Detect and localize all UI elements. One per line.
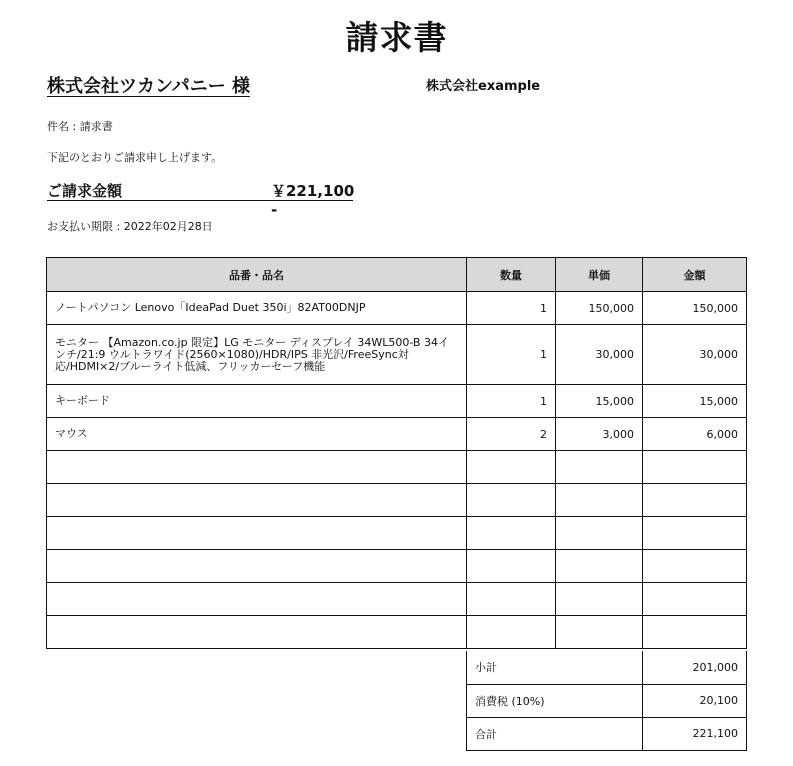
item-amount: 15,000 xyxy=(643,385,747,418)
tax-value: 20,100 xyxy=(643,684,747,717)
subtotal-label: 小計 xyxy=(467,651,643,684)
item-name: キーボード xyxy=(47,385,467,418)
item-quantity: 1 xyxy=(467,325,556,385)
empty-cell xyxy=(47,451,467,484)
empty-cell xyxy=(47,583,467,616)
empty-row xyxy=(47,550,747,583)
item-unit-price: 3,000 xyxy=(556,418,643,451)
empty-row xyxy=(47,583,747,616)
empty-cell xyxy=(47,550,467,583)
item-name: マウス xyxy=(47,418,467,451)
subtotal-row xyxy=(467,651,747,684)
billing-amount xyxy=(47,178,355,219)
table-row xyxy=(47,418,747,451)
empty-row xyxy=(47,451,747,484)
empty-cell xyxy=(467,451,556,484)
item-name: モニター 【Amazon.co.jp 限定】LG モニター ディスプレイ 34WL500-B 34インチ/21:9 ウルトラワイド(2560×1080)/HDR/IPS 非光沢/FreeSync対応/HDMI×2/ブルーライト低減、フリッカーセーフ機能 xyxy=(47,325,467,385)
table-row xyxy=(47,325,747,385)
empty-cell xyxy=(467,616,556,649)
item-amount: 150,000 xyxy=(643,292,747,325)
item-quantity: 1 xyxy=(467,292,556,325)
empty-cell xyxy=(556,484,643,517)
empty-cell xyxy=(643,550,747,583)
totals-table xyxy=(466,651,747,751)
recipient-name: 株式会社ツカンパニー 様 xyxy=(47,76,251,97)
empty-cell xyxy=(47,484,467,517)
items-table xyxy=(46,257,747,649)
tax-row xyxy=(467,684,747,717)
empty-cell xyxy=(47,616,467,649)
empty-cell xyxy=(467,484,556,517)
total-value: 221,100 xyxy=(643,717,747,750)
header-quantity: 数量 xyxy=(467,258,556,292)
billing-amount-value: ￥221,100 - xyxy=(271,182,355,219)
item-amount: 6,000 xyxy=(643,418,747,451)
table-row xyxy=(47,292,747,325)
empty-cell xyxy=(643,451,747,484)
header-amount: 金額 xyxy=(643,258,747,292)
empty-cell xyxy=(643,484,747,517)
intro-text: 下記のとおりご請求申し上げます。 xyxy=(47,151,223,164)
empty-cell xyxy=(467,583,556,616)
item-amount: 30,000 xyxy=(643,325,747,385)
tax-label: 消費税 (10%) xyxy=(467,684,643,717)
issuer-name: 株式会社example xyxy=(426,79,541,94)
item-quantity: 2 xyxy=(467,418,556,451)
empty-cell xyxy=(643,583,747,616)
item-quantity: 1 xyxy=(467,385,556,418)
empty-cell xyxy=(556,583,643,616)
item-unit-price: 30,000 xyxy=(556,325,643,385)
header-unit-price: 単価 xyxy=(556,258,643,292)
empty-cell xyxy=(556,550,643,583)
empty-row xyxy=(47,517,747,550)
total-label: 合計 xyxy=(467,717,643,750)
total-row xyxy=(467,717,747,750)
table-row xyxy=(47,385,747,418)
header-item-name: 品番・品名 xyxy=(47,258,467,292)
billing-amount-label: ご請求金額 xyxy=(47,182,123,200)
empty-row xyxy=(47,484,747,517)
subject-line: 件名 : 請求書 xyxy=(47,120,113,133)
document-title: 請求書 xyxy=(345,18,448,57)
empty-cell xyxy=(47,517,467,550)
empty-cell xyxy=(467,517,556,550)
item-unit-price: 150,000 xyxy=(556,292,643,325)
items-table-header xyxy=(47,258,747,292)
empty-cell xyxy=(467,550,556,583)
subtotal-value: 201,000 xyxy=(643,651,747,684)
empty-row xyxy=(47,616,747,649)
empty-cell xyxy=(643,517,747,550)
empty-cell xyxy=(556,451,643,484)
item-name: ノートパソコン Lenovo「IdeaPad Duet 350i」82AT00DNJP xyxy=(47,292,467,325)
empty-cell xyxy=(643,616,747,649)
empty-cell xyxy=(556,616,643,649)
empty-cell xyxy=(556,517,643,550)
payment-due-date: お支払い期限 : 2022年02月28日 xyxy=(47,220,213,233)
item-unit-price: 15,000 xyxy=(556,385,643,418)
